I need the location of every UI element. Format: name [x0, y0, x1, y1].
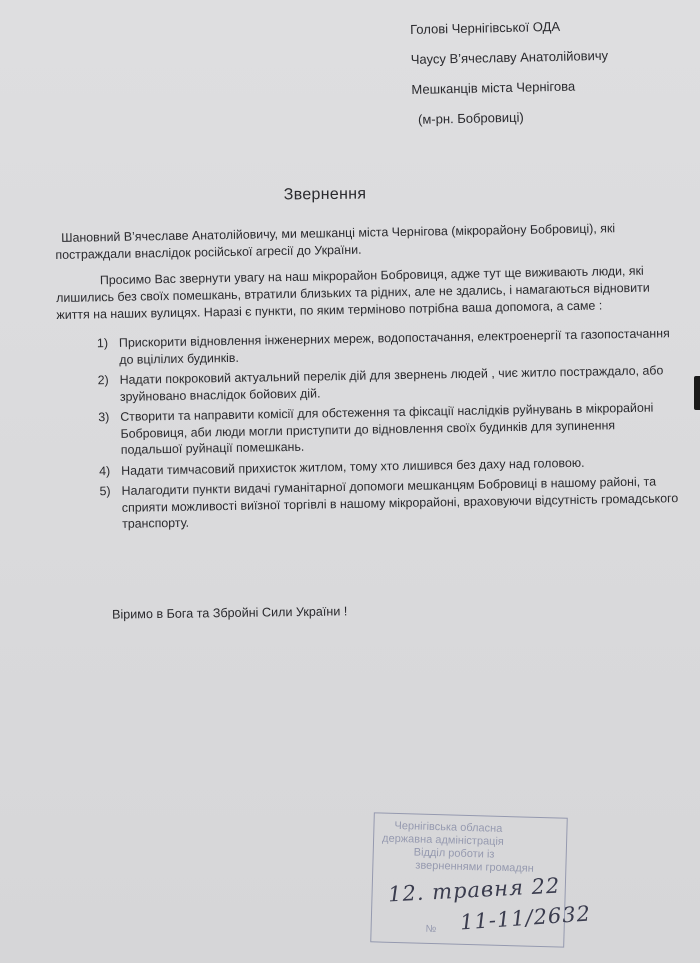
list-item-number: 5) — [99, 484, 111, 499]
list-item-number: 4) — [99, 463, 111, 478]
closing-line: Віримо в Бога та Збройні Сили України ! — [111, 604, 348, 622]
greeting-paragraph: Шановний В’ячеславе Анатолійовичу, ми мешканці міста Чернігова (мікрорайону Бобровиці), які постраждали внаслідок російської агресії до України. — [55, 221, 616, 262]
list-item — [58, 399, 679, 459]
list-item — [57, 325, 677, 369]
list-item-text: Створити та направити комісії для обстеження та фіксації наслідків руйнувань в мікрорайоні Бобровиця, аби люди могли приступити до відновлення своїх будинків для зупинення подальшої руйнації помешкань. — [120, 400, 654, 457]
addressee-block — [410, 16, 692, 142]
handwritten-date: 12. травня 22 — [387, 873, 561, 907]
addressee-recipient-name: Чаусу В’ячеславу Анатолійовичу — [410, 47, 609, 67]
list-item-text: Прискорити відновлення інженерних мереж, водопостачання, електроенергії та газопостачання до вцілілих будинків. — [118, 326, 670, 367]
list-item-number: 2) — [97, 373, 109, 388]
addressee-sender: Мешканців міста Чернігова — [411, 78, 576, 97]
request-paragraph: Просимо Вас звернути увагу на наш мікрорайон Бобровиця, адже тут ще виживають люди, які лишились без своїх помешкань, втратили близьких та рідних, але не здались, і намагаються відновити життя на наших вулицях. Наразі є пункти, по яким терміново потрібна ваша допомога, а саме : — [56, 263, 650, 322]
request-list — [57, 325, 680, 533]
handwritten-reference-number: 11-11/2632 — [459, 901, 592, 935]
list-item-number: 1) — [96, 336, 109, 351]
addressee-recipient-title: Голові Чернігівської ОДА — [410, 18, 561, 37]
addressee-district: (м-рн. Бобровиці) — [417, 109, 524, 127]
stamp-line-department: Відділ роботи із — [413, 846, 495, 861]
stamp-number-prefix: № — [425, 923, 437, 936]
stamp-line-organization: Чернігівська обласна — [394, 819, 503, 835]
stamp-line-appeals: зверненнями громадян — [415, 859, 534, 875]
list-item-text: Надати покроковий актуальний перелік дій для звернень людей , чиє житло постраждало, або зруйновано внаслідок бойових дій. — [119, 363, 664, 404]
list-item-text: Надати тимчасовий прихисток житлом, тому хто лишився без даху над головою. — [121, 455, 585, 478]
list-item — [57, 362, 677, 406]
list-item-text: Налагодити пункти видачі гуманітарної допомоги мешканцям Бобровиці в нашому районі, та сприяти можливості виїзної торгівлі в нашому мікрорайоні, враховуючи відсутність громадського транспорту. — [121, 474, 679, 531]
document-title: Звернення — [283, 185, 367, 204]
list-item — [59, 473, 680, 533]
page-edge-clip — [694, 376, 700, 410]
stamp-line-administration: державна адміністрація — [381, 832, 505, 848]
document-body — [55, 219, 680, 537]
list-item-number: 3) — [98, 410, 110, 425]
